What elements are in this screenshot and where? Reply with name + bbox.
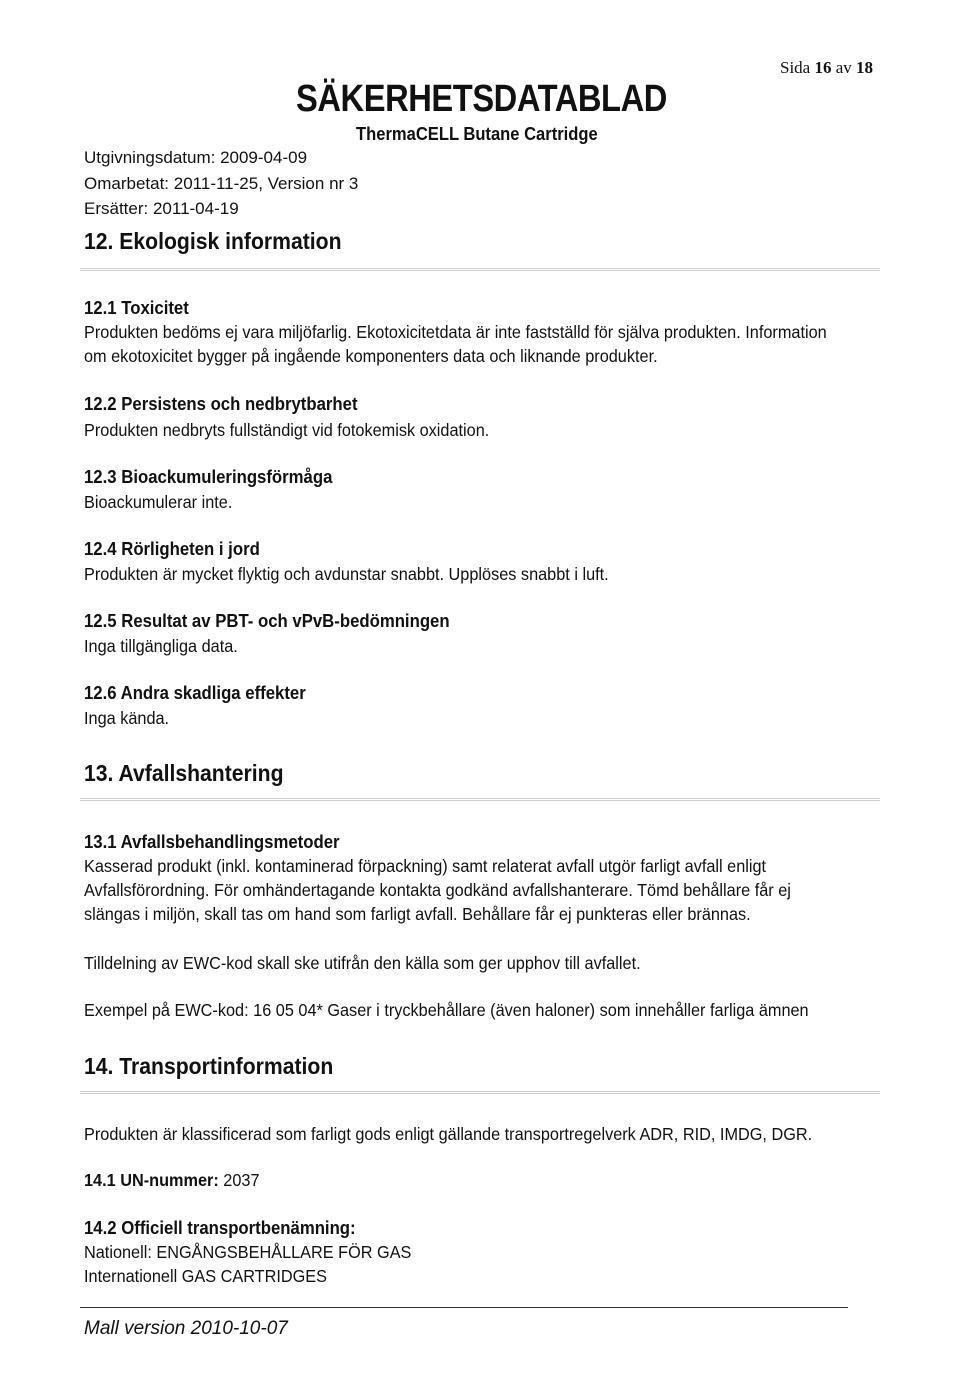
un-number-value: 2037 — [223, 1170, 260, 1190]
transport-classification-text: Produkten är klassificerad som farligt gods enligt gällande transportregelverk ADR, RID, IMDG, DGR. — [84, 1124, 813, 1144]
subsection-13-1-text-line1: Kasserad produkt (inkl. kontaminerad förpackning) samt relaterat avfall utgör farligt avfall enligt — [84, 856, 767, 876]
document-title: SÄKERHETSDATABLAD — [296, 78, 667, 120]
template-version: Mall version 2010-10-07 — [84, 1318, 288, 1339]
issue-date: Utgivningsdatum: 2009-04-09 — [84, 148, 308, 167]
subsection-12-5-title: 12.5 Resultat av PBT- och vPvB-bedömningen — [84, 611, 450, 631]
section-12-header — [80, 222, 880, 271]
subsection-12-1-text-line2: om ekotoxicitet bygger på ingående komponenters data och liknande produkter. — [84, 346, 658, 366]
section-12-title: 12. Ekologisk information — [84, 228, 342, 254]
page-of: av — [835, 58, 852, 77]
footer-divider — [80, 1307, 848, 1308]
section-13-title: 13. Avfallshantering — [84, 760, 284, 786]
shipping-name-national: Nationell: ENGÅNGSBEHÅLLARE FÖR GAS — [84, 1242, 412, 1262]
subsection-12-6-text: Inga kända. — [84, 708, 170, 728]
subsection-12-3-title: 12.3 Bioackumuleringsförmåga — [84, 467, 333, 487]
revision-info: Omarbetat: 2011-11-25, Version nr 3 — [84, 174, 359, 193]
subsection-12-5-text: Inga tillgängliga data. — [84, 636, 238, 656]
shipping-name-international: Internationell GAS CARTRIDGES — [84, 1266, 328, 1286]
subsection-13-1-text-line3: slängas i miljön, skall tas om hand som farligt avfall. Behållare får ej punkteras eller brännas. — [84, 904, 751, 924]
subsection-12-4-text: Produkten är mycket flyktig och avdunstar snabbt. Upplöses snabbt i luft. — [84, 564, 609, 584]
page-total: 18 — [856, 58, 874, 77]
replaces-date: Ersätter: 2011-04-19 — [84, 199, 239, 218]
shipping-name-label: 14.2 Officiell transportbenämning: — [84, 1218, 356, 1238]
un-number-label: 14.1 UN-nummer: — [84, 1170, 219, 1190]
page-label: Sida — [780, 58, 811, 77]
subsection-12-3-text: Bioackumulerar inte. — [84, 492, 233, 512]
section-14-header — [80, 1043, 880, 1094]
subsection-13-1-title: 13.1 Avfallsbehandlingsmetoder — [84, 832, 340, 852]
product-name: ThermaCELL Butane Cartridge — [356, 124, 598, 144]
ewc-example-text: Exempel på EWC-kod: 16 05 04* Gaser i tryckbehållare (även haloner) som innehåller farliga ämnen — [84, 1000, 809, 1020]
page-current: 16 — [814, 58, 832, 77]
subsection-12-6-title: 12.6 Andra skadliga effekter — [84, 683, 306, 703]
page-number — [780, 58, 873, 78]
ewc-assignment-text: Tilldelning av EWC-kod skall ske utifrån den källa som ger upphov till avfallet. — [84, 953, 641, 973]
section-13-header — [80, 752, 880, 801]
subsection-12-1-text-line1: Produkten bedöms ej vara miljöfarlig. Ekotoxicitetdata är inte fastställd för själva produkten. Information — [84, 322, 827, 342]
subsection-13-1-text-line2: Avfallsförordning. För omhändertagande kontakta godkänd avfallshanterare. Tömd behållare får ej — [84, 880, 791, 900]
section-14-title: 14. Transportinformation — [84, 1053, 334, 1079]
subsection-12-2-title: 12.2 Persistens och nedbrytbarhet — [84, 394, 358, 414]
un-number-line — [84, 1170, 260, 1191]
subsection-12-1-title: 12.1 Toxicitet — [84, 298, 189, 318]
subsection-12-4-title: 12.4 Rörligheten i jord — [84, 539, 260, 559]
subsection-12-2-text: Produkten nedbryts fullständigt vid fotokemisk oxidation. — [84, 420, 490, 440]
